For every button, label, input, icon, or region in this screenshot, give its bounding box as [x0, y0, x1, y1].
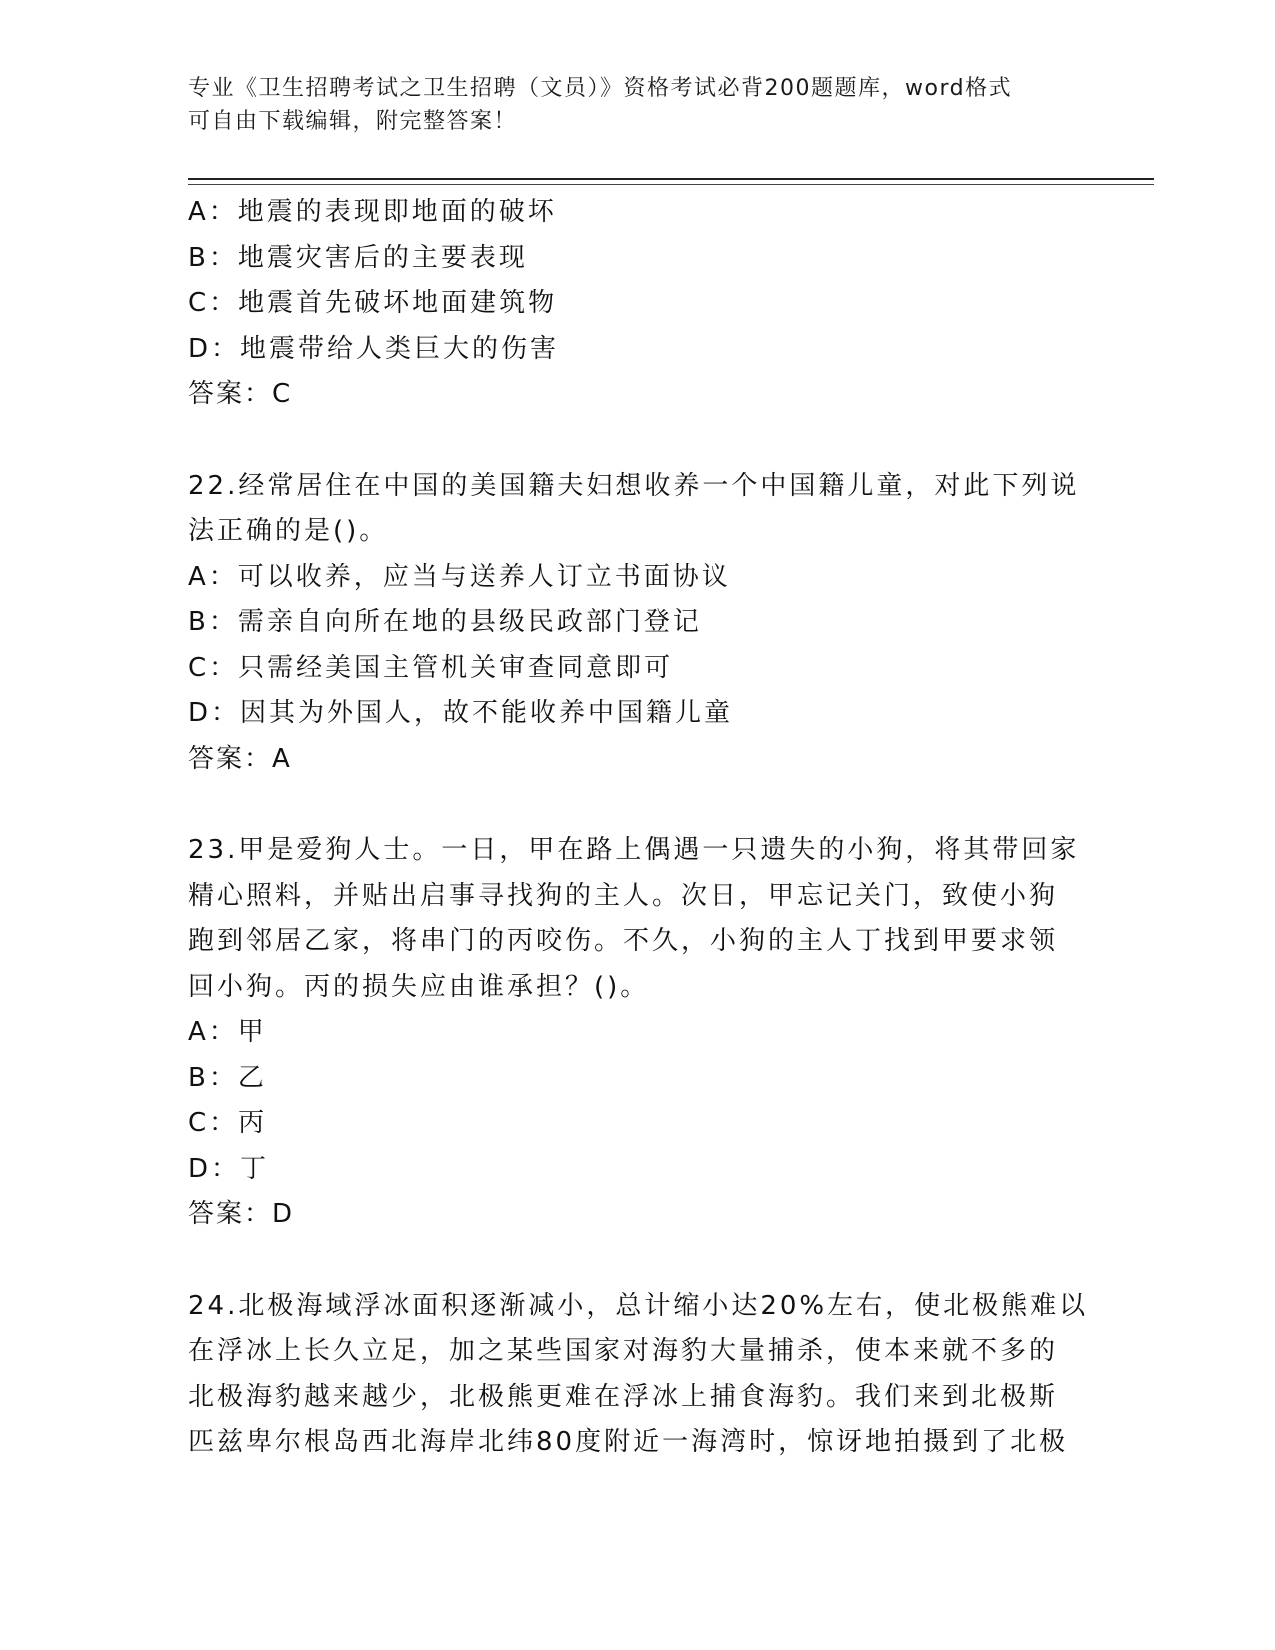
question-21-block	[188, 190, 1088, 418]
question-22-text-line-2: 法正确的是()。	[188, 516, 389, 546]
question-24-text-line-1: 24.北极海域浮冰面积逐渐减小，总计缩小达20%左右，使北极熊难以	[188, 1290, 1089, 1321]
question-21-option-c: C：地震首先破坏地面建筑物	[188, 288, 558, 318]
question-23-text-line-4: 回小狗。丙的损失应由谁承担？()。	[188, 971, 650, 1002]
question-23-text-line-2: 精心照料，并贴出启事寻找狗的主人。次日，甲忘记关门，致使小狗	[188, 880, 1059, 911]
header-title-line-1: 专业《卫生招聘考试之卫生招聘（文员）》资格考试必背200题题库，word格式	[188, 76, 1013, 101]
question-23-text-line-1: 23.甲是爱狗人士。一日，甲在路上偶遇一只遗失的小狗，将其带回家	[188, 835, 1080, 865]
question-21-option-d: D：地震带给人类巨大的伤害	[188, 333, 560, 364]
question-23-option-d: D：丁	[188, 1153, 270, 1184]
question-24-block	[188, 1284, 1088, 1466]
question-24-text-line-3: 北极海豹越来越少，北极熊更难在浮冰上捕食海豹。我们来到北极斯	[188, 1381, 1059, 1412]
header-divider-thin	[188, 184, 1154, 185]
document-body	[188, 190, 1088, 1466]
question-23-option-b: B：乙	[188, 1062, 267, 1093]
question-24-text-line-4: 匹兹卑尔根岛西北海岸北纬80度附近一海湾时，惊讶地拍摄到了北极	[188, 1427, 1069, 1457]
question-21-option-a: A：地震的表现即地面的破坏	[188, 197, 557, 227]
question-24-text-line-2: 在浮冰上长久立足，加之某些国家对海豹大量捕杀，使本来就不多的	[188, 1336, 1059, 1366]
question-22-block	[188, 464, 1088, 783]
header-divider-thick	[188, 178, 1154, 180]
question-22-option-c: C：只需经美国主管机关审查同意即可	[188, 652, 674, 683]
document-header	[188, 72, 1068, 138]
question-23-option-a: A：甲	[188, 1017, 267, 1047]
question-22-option-a: A：可以收养，应当与送养人订立书面协议	[188, 561, 731, 592]
question-22-option-b: B：需亲自向所在地的县级民政部门登记	[188, 607, 702, 637]
question-22-answer: 答案：A	[188, 743, 292, 774]
question-22-option-d: D：因其为外国人，故不能收养中国籍儿童	[188, 698, 734, 728]
question-22-text-line-1: 22.经常居住在中国的美国籍夫妇想收养一个中国籍儿童，对此下列说	[188, 470, 1080, 501]
header-title-line-2: 可自由下载编辑，附完整答案！	[188, 109, 518, 134]
question-23-option-c: C：丙	[188, 1108, 268, 1138]
question-23-text-line-3: 跑到邻居乙家，将串门的丙咬伤。不久，小狗的主人丁找到甲要求领	[188, 926, 1059, 956]
question-21-option-b: B：地震灾害后的主要表现	[188, 242, 528, 273]
question-23-block	[188, 828, 1088, 1238]
question-23-answer: 答案：D	[188, 1199, 295, 1229]
question-21-answer: 答案：C	[188, 379, 293, 409]
